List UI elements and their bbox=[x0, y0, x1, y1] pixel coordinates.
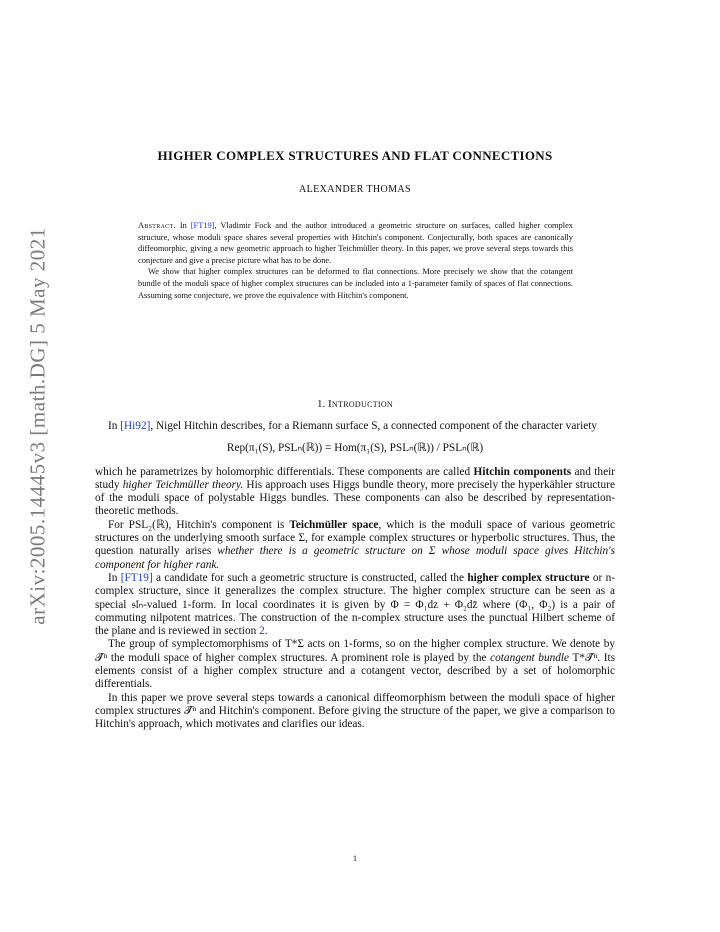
bold-term: higher complex structure bbox=[467, 571, 590, 584]
text: a candidate for such a geometric structure is constructed, called the bbox=[152, 571, 468, 584]
text: or n-complex structure, since it generalizes the complex structure. The higher complex structure can be seen as a special 𝔰𝔩ₙ-valued 1-form. In local coordinates it is given by Φ = Φ₁dz + Φ₂dz̄ where (Φ₁, Φ₂) is a pair of commuting nilpotent matrices. The construction of the n-complex structure uses the punctual Hilbert scheme of the plane and is reviewed in section bbox=[95, 571, 615, 638]
intro-paragraph-6: In this paper we prove several steps towards a canonical diffeomorphism between the moduli space of higher complex structures 𝒯̂ⁿ and Hitchin's component. Before giving the structure of the paper, we give a comparison to Hitchin's approach, which motivates and clarifies our ideas. bbox=[95, 691, 615, 731]
italic-term: cotangent bundle bbox=[490, 651, 570, 664]
citation-link-ft19[interactable]: [FT19] bbox=[190, 221, 215, 230]
text: , which is the moduli space of various geometric structures on the underlying smooth surface Σ, for example complex structures or hyperbolic structures. Thus, the question naturally arises bbox=[95, 518, 616, 558]
text: For PSL₂(ℝ), Hitchin's component is bbox=[108, 518, 290, 531]
intro-paragraph-1 bbox=[95, 420, 615, 433]
text: which he parametrizes by holomorphic differentials. These components are called bbox=[95, 465, 474, 478]
abstract-paragraph-2: We show that higher complex structures can be deformed to flat connections. More precisely we show that the cotangent bundle of the moduli space of higher complex structures can be included into a 1-parameter family of spaces of flat connections. Assuming some conjecture, we prove the equivalence with Hitchin's component. bbox=[138, 267, 573, 300]
bold-term: Hitchin components bbox=[473, 465, 572, 478]
equation-character-variety: Rep(π₁(S), PSLₙ(ℝ)) = Hom(π₁(S), PSLₙ(ℝ)) / PSLₙ(ℝ) bbox=[226, 442, 484, 455]
section-heading bbox=[95, 398, 615, 410]
bold-term: Teichmüller space bbox=[289, 518, 379, 531]
citation-link-ft19[interactable]: [FT19] bbox=[120, 571, 153, 584]
arxiv-identifier bbox=[22, 206, 54, 646]
text: The group of symplectomorphisms of T*Σ acts on 1-forms, so on the higher complex structure. We denote by 𝒯̂ⁿ the moduli space of higher complex structures. A prominent role is played by the bbox=[95, 638, 615, 664]
arxiv-identifier-text: arXiv:2005.14445v3 [math.DG] 5 May 2021 bbox=[25, 227, 50, 625]
page-number: 1 bbox=[353, 854, 357, 863]
section-number: 1. bbox=[316, 398, 326, 410]
paper-title: HIGHER COMPLEX STRUCTURES AND FLAT CONNECTIONS bbox=[157, 148, 553, 163]
abstract-paragraph-1 bbox=[138, 220, 573, 266]
section-reference-link[interactable]: 2 bbox=[259, 625, 265, 638]
text: , Nigel Hitchin describes, for a Riemann surface S, a connected component of the character variety bbox=[150, 420, 598, 432]
abstract-label: Abstract. bbox=[138, 221, 176, 230]
text: and their study bbox=[95, 465, 615, 491]
text: . bbox=[264, 625, 268, 638]
abstract-text: In bbox=[175, 221, 191, 230]
text: His approach uses Higgs bundle theory, more precisely the hyperkähler structure of the moduli space of polystable Higgs bundles. These components can also be described by representation-theoretic methods. bbox=[95, 478, 615, 518]
text: T*𝒯̂ⁿ. Its elements consist of a higher complex structure and a cotangent vector, described by a set of holomorphic differentials. bbox=[95, 651, 615, 691]
author-name: ALEXANDER THOMAS bbox=[298, 184, 412, 195]
abstract-text: , Vladimir Fock and the author introduced a geometric structure on surfaces, called higher complex structure, whose moduli space shares several properties with Hitchin's component. Conjecturally, both spaces are canonically diffeomorphic, giving a new geometric approach to higher Teichmüller theory. In this paper, we prove several steps towards this conjecture and give a precise picture what has to be done. bbox=[138, 221, 573, 265]
abstract bbox=[138, 220, 573, 301]
intro-paragraph-2 bbox=[95, 466, 615, 519]
intro-paragraph-4 bbox=[95, 572, 615, 638]
intro-paragraph-3 bbox=[95, 519, 615, 572]
section-title: Introduction bbox=[327, 398, 394, 410]
introduction-body bbox=[95, 420, 615, 732]
citation-link-hi92[interactable]: [Hi92] bbox=[120, 420, 151, 432]
text: In bbox=[108, 420, 121, 432]
italic-term: higher Teichmüller theory. bbox=[122, 478, 244, 491]
intro-paragraph-5 bbox=[95, 638, 615, 691]
italic-question: whether there is a geometric structure on Σ whose moduli space gives Hitchin's component for higher rank. bbox=[95, 545, 615, 571]
text: In bbox=[108, 571, 121, 584]
